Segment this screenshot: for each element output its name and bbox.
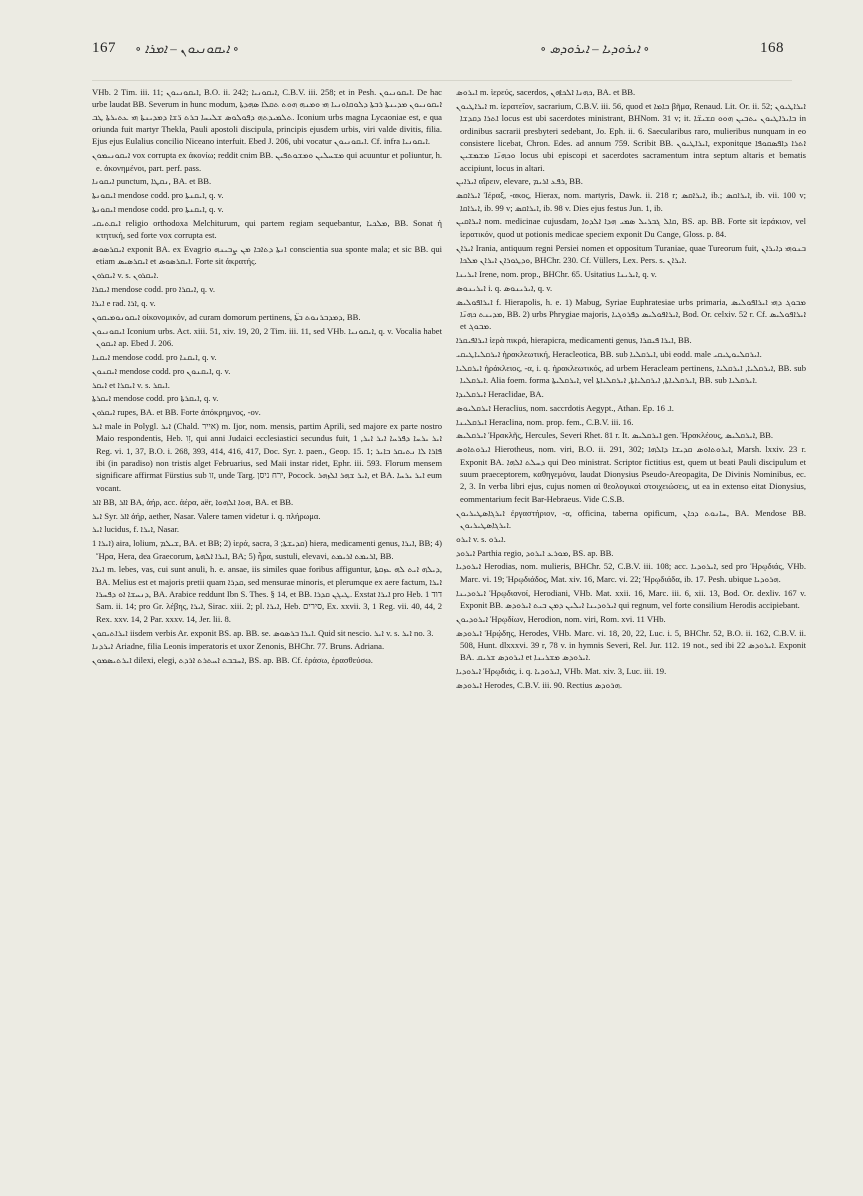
left-column: [92, 86, 442, 1176]
dictionary-entry: VHb. 2 Tim. iii. 11; ܐܝܩܘܢܝܘܢ, B.O. ii. 242; ܐܝܩܘܢܝܐ, C.B.V. iii. 258; et in Pesh. ܐܝܩܘܢܝܘܢ. De hac urbe laudat BB. Severum in hunc modum, ܐܝܩܘܢܝܘܢ ܡܕܝܢܬܐ ܪܒܬܐ ܕܠܘܩܐܘܢܝܐ ܗܝ ܘܡܢܗ ܗܘܬ ܬܩܠܐ ܣܗܕܬܐ ܬܠܡܝܕܬܗ ܕܦܘܠܘܣ ܫܠܝܚܐ ܒܪܬ ܪ̈ܫܐ ܕܡܕܝܢܬܐ ܗܝ ܥܬܝܪܬܐ ܛܒ. Iconium urbs magna Lycaoniae est, e qua oriunda fuit martyr Thekla, Pauli apostoli discipula, principis ejusdem urbis, viri valde divitis, filia. Ejus ejus Eulalius concilio Niceano interfuit. Ebed J. 206, ubi vocatur ܐܝܩܘܢܝܘܢ. Cf. infra ܐܝܩܘܢܝܐ.: [92, 87, 442, 147]
right-running-head: ∘ ܐܝܪܘܕܝܐ – ܐܝܪܘܕܣ ∘: [540, 41, 650, 56]
dictionary-entry: ܐܝܪܐܩܣ Ἱέραξ, -ακος, Hierax, nom. martyris, Dawk. ii. 218 r; ܐܝܪܐܩܣ, ib.; ܐܝܪܐܩܣ, ib. vii. 100 v; ܐܝܪܐܩܐ, ib. 99 v; ܐܝܪܐܩܣ, ib. 98 v. Dies ejus festus Jun. 1, ib.: [456, 190, 806, 213]
dictionary-entry: ܐܝܩܘܢܘܡܝܩܘܢ οἰκονομικόν, ad curam domorum pertinens, ܕܡܕܒܪܢܘܬ ܒܬ̈ܐ, BB.: [92, 311, 361, 322]
header-rule: [92, 80, 792, 81]
dictionary-entry: ܐܝܪܐ e rad. ܐܪܐ, q. v.: [92, 298, 156, 308]
dictionary-entry: ܐܝܪܩܠܝܕܐ Heraclidae, BA.: [456, 388, 544, 399]
dictionary-entry: ܐܝܩܬܝܩܝ religio orthodoxa Melchiturum, qui partem regiam sequebantur, ܡܠܟܝܐ, BB. Sonat ἡ κτητική, sed forte vox corrupta est.: [92, 217, 442, 241]
dictionary-entry: ܐܝܩܢܘܢ mendose codd. pro ܐܝܩܢܘܢ, q. v.: [92, 365, 231, 376]
dictionary-entry: ܐܐܪ BB, ܐܐܪ BA, ἀήρ, acc. ἀέρα, aër, ܗܘܐ ܐܠܗܘܐ, BA. et BB.: [92, 496, 294, 507]
dictionary-entry: ܐܝܩܪܐ mendose codd. pro ܐܝܩܪܐ, q. v.: [92, 284, 216, 295]
dictionary-entry: ܐܝܪܝܢܐ Irene, nom. prop., BHChr. 65. Usitatius ܐܝܪܝܢܐ, q. v.: [456, 268, 657, 279]
dictionary-entry: ܐܝܪܐܝܢ αἴρειν, elevare, ܪܦܥ ܐܪܝܡ, BB.: [456, 176, 583, 187]
dictionary-entry: ܐܝܩܘܢܬܐ mendose codd. pro ܐܝܩܢܬܐ, q. v.: [92, 204, 224, 215]
dictionary-entry: ܐܝܩܘܢܝܘܢ Iconium urbs. Act. xiii. 51, xiv. 19, 20, 2 Tim. iii. 11, sed VHb. ܐܝܩܘܢܝܐ, q. v. Vocalia habet ܐܝܩܘܢ ap. Ebed J. 206.: [92, 325, 442, 349]
dictionary-entry: ܐܝܪܘܕܝܘܢ Ἡρῳδίων, Herodion, nom. viri, Rom. xvi. 11 VHb.: [456, 613, 666, 624]
dictionary-entry: ܐܝܩܪܘܢ rupes, BA. et BB. Forte ἀπόκρημνος, -ον.: [92, 407, 261, 418]
dictionary-entry: ܐܝܪܕܢܐ Ariadne, filia Leonis imperatoris et uxor Zenonis, BHChr. 77. Bruns. Adriana.: [92, 641, 385, 652]
left-page-number: 167: [92, 40, 116, 56]
dictionary-entry: ܐܝܪܘܣ m. ἱερεύς, sacerdos, ܟܗܢܐ ܐܠܟܐܗܢ, BA. et BB.: [456, 87, 636, 97]
dictionary-entry: ܐܝܪܘܕ Parthia regio, ܡܘܪܥ ܐܝܪܘܕ, BS. ap. BB.: [456, 547, 614, 558]
dictionary-entry: ܐܝܩܘܢܝܡܘܢ vox corrupta ex ἀκονίω; reddit cnim BB. ܡܫܚܠܝܢ ܘܡܫܘܬܦܝܢ qui acuuntur et poliuntur, h. e. ἀκονημένοι, part. perf. pass.: [92, 150, 442, 173]
dictionary-entry: ܐܝܪܩܠܝܐܛܝܩܝ ἡρακλεωτική, Heracleotica, BB. sub ܐܝܪܩܠܝܐ, ubi eodd. male ܐܝܪܩܠܝܘܛܝܩܝ.: [456, 348, 762, 359]
dictionary-entry: ܐܝܪܘ v. s. ܐܝܪܘ.: [456, 533, 506, 544]
dictionary-entry: ܐܝܪܐܛܝܘܢ m. ἱερατεῖον, sacrarium, C.B.V. iii. 56, quod et ܒܐܡܐ βῆμα, Renaud. Lit. Or. ii. 52; ܐܝܪܐܛܝܘܢ ܐܬܪܐ ܕܩܕܫܐ locus est ubi sacerdotes ministrant, BHNom. 31 v; it. ܒܐܝܪܐܛܝܘܢ ܝܬܒܝܢ ܗܘܘ ܩܫܝܫ̈ܐ in ordinibus sacrarii presbyteri sedebant, Jo. Eph. ii. 6. Saecularibus raro, mulieribus nunquam in eo consistere licebat, Chron. Edes. ad annum 759. Scribit BB. ܐܝܪܐܛܝܘܢ, exponitque ܐܬܪܐ ܕܐܦܣܩܘܦܐ ܘܟܗܢ̈ܐ ܡܫܡܫܝܢ locus ubi episcopi et sacerdotes sacramentum intra septum altaris et bematis accipiunt, locus in altari.: [456, 100, 806, 173]
dictionary-entry: ܐܝܪܬܝܣܡܘܢ dilexi, elegi, ܐܚܒܒܬ ܐܚܬܪܬ ܐܪܕܬ, BS. ap. BB. Cf. ἐράσω, ἐρασθεύσω.: [92, 655, 373, 666]
dictionary-entry: ܐܝܪܩܠܝܘܣ Heraclius, nom. saccrdotis Aegypt., Athan. Ep. ܐ. 16.: [456, 402, 674, 413]
dictionary-entry: ܐܝܪܘܕܣ Ἡρῴδης, Herodes, VHb. Marc. vi. 18, 20, 22, Luc. i. 5, BHChr. 52, B.O. ii. 162, C.B.V. ii. 508, Hunt. dlxxxvi. 39 r, 78 v. in hymnis Severi, Rel. Jur. 112. 19 not., sed ibi 22 ܐܝܪܘܕܣ. Exponit BA. ܐܝܪܘܕܣ ܫܪܝܩ et ܐܝܪܘܕܣ ܡܫܪܝܢܐ.: [456, 627, 806, 663]
dictionary-entry: ܐܝܪܐ 1) aira, lolium, ܫܝܠܡ, BA. et BB; 2) ἱερά, sacra, ܩܕܝܫܬܐ; 3) hiera, medicamenti genus, ܐܝܪܐ, BB; 4) Ἥρα, Hera, dea Graecorum, ܐܝܪܐ ܐܠܗܬܐ, BA; 5) ἦρα, sustuli, elevavi, ܐܪܝܡܬ ܐܪܝܡܬ, BB.: [92, 538, 442, 561]
left-running-head: ∘ ܐܝܩܘܢܝܘܢ – ܐܡܪܐ ∘: [135, 41, 239, 56]
dictionary-entry: ܐܝܪܐ m. lebes, vas, cui sunt anuli, h. e. ansae, iis similes quae foribus affiguntur, ܕܝܠܗ ܐܝܬ ܠܗ ܥܙܩܬܐ, BA. Melius est et majoris pretii quam ܩܕܪܐ, sed mensurae minoris, et plerumque ex aere factum, ܐܝܪܐ ܕܢܚܫܐ ܐܘ ܕܦܚܪܐ, BA. Arabice reddunt Ibn S. Thes. § 14, et BB. ܛܝܓܢ ܩܕܪܐ. Exstat ܐܝܪܐ pro Heb. דוד 1 Sam. ii. 14; pro Gr. λέβης, ܐܝܪܐ, Sirac. xiii. 2; pl. ܐܝܪܐ, Heb. סירים, Ex. xxvii. 3, 1 Reg. vii. 40, 44, 2 Rex. xxv. 14, 2 Par. xxxv. 14, Jer. lii. 8.: [92, 564, 442, 624]
dictionary-entry: ܐܝܪܐܦܝܩܪܐ ἱερὰ πικρά, hierapicra, medicamenti genus, ܐܝܪܐ ܦܝܩܪܐ, BB.: [456, 335, 692, 346]
dictionary-entry: ܐܝܪ male in Polygl. ܐܝܪ (Chald. אייר) m. Ijor, nom. mensis, partim Aprili, sed majore ex parte nostro Maio respondentis, Heb. זִו, qui anni Judaici ecclesiastici secundus fuit, ܐܝܪ ܝܪܚܐ ܕܦܪܚܐ ܐܝܪ ܐܝܪ, 1 Reg. vi. 1, 37, B.O. i. 268, 393, 414, 416, 417, Doc. Syr. ܐ. paen., Geop. 15. 1; ܦܐܪܐ ܠܐ ܢܬܝܩܪ ܒܐܝܪ ibi (in paradiso) non tristis alget Februarius, sed Maii instar ridet, Ephr. iii. 593. Florum mensem significare affirmat Fürstius sub זו, unde Targ. ירח ניסן, Pocock. ܐܝܪ ܫܗܪ ܐܠܙܗܪ, et BA. ܐܝܪ ܝܪܚܐ eum vocant.: [92, 421, 442, 493]
dictionary-entry: ܐܝܩܪܣܘܣ exponit BA. ex Evagrio ܐܢܬܐ ܕܬܐܒܐ ܡܢ ܨܒܝܢܗ conscientia sua sponte mala; et sic BB. qui etiam ܐܝܩܪܣܝܣ et ܐܝܩܪܣܘܣ. Forte sit ἀκρατής.: [92, 244, 442, 267]
dictionary-entry: ܐܝܪܘܕܣ Herodes, C.B.V. iii. 90. Rectius ܗܪܘܕܣ.: [456, 679, 623, 690]
right-page-number: 168: [760, 40, 784, 56]
dictionary-entry: ܐܝܪܐܢ Irania, antiquum regni Persiei nomen et oppositum Turaniae, quae Tureorum fuit, ܒܢܘܗܝ ܕܐܝܪܐܢ ܘܕܛܘܪܐܢ ܐܝܪܐܢ ܡܠܟܐ, BHChr. 230. Cf. Vüllers, Lex. Pers. s. ܐܝܪܐܢ.: [456, 242, 806, 265]
dictionary-entry: ܐܝܪܝܢܘܣ i. q. ܐܝܪܝܢܘܣ, q. v.: [456, 282, 553, 293]
dictionary-entry: ܐܝܩܪܬܐ mendose codd. pro ܐܝܩܪܬܐ, q. v.: [92, 393, 219, 404]
dictionary-entry: ܐܝܪܐܬܝܩܘܢ iisdem verbis Ar. exponit BS. ap. BB. se. ܐܝܪܐ ܒܪܣܘܣ. Quid sit nescio. ܐܝܪ v. s. ܐܝܪ no. 3.: [92, 627, 434, 638]
dictionary-entry: ܐܝܪ Syr. ܐܐܪ ἀήρ, aether, Nasar. Valere tamen videtur i. q. πλήρωμα.: [92, 510, 321, 521]
dictionary-entry: ܐܝܩܘܢܐ punctum, ܢܩܛܐ, BA. et BB.: [92, 176, 212, 187]
dictionary-entry: ܐܝܩܪܘܢ v. s. ܐܝܩܪܘܢ.: [92, 270, 159, 281]
dictionary-entry: ܐܝܪܩܠܝܢܐ Heraclina, nom. prop. fem., C.B.V. iii. 16.: [456, 416, 634, 427]
dictionary-entry: ܐܝܩܢܐ mendose codd. pro ܐܝܩܢܐ, q. v.: [92, 351, 217, 362]
dictionary-entry: ܐܝܪܩܠܝܣ Ἡρακλῆς, Hercules, Severi Rhet. 81 r. It. ܐܝܪܩܠܝܣ gen. Ἡρακλέους, ܐܝܪܩܠܝܣ, BB.: [456, 430, 774, 441]
dictionary-entry: ܐܝܪܘܕܝܢܐ Ἡρῳδιανοί, Herodiani, VHb. Mat. xxii. 16, Marc. iii. 6, xii. 13, Bod. Or. dexliv. 167 v. Exponit BB. ܐܝܪܘܕܝܢܐ ܐܝܠܝܢ ܕܡܢ ܒܝܬ ܐܝܪܘܕܣ qui regnum, vel forte consilium Herodis accipiebant.: [456, 587, 806, 610]
dictionary-entry: ܐܝܪܐܦܘܠܝܣ f. Hierapolis, h. e. 1) Mabug, Syriae Euphratesiae urbs primaria, ܡܒܘܓ ܕܗܝ ܐܝܪܐܦܘܠܝܣ ܡܕܝܢܬ ܟܗܢ̈ܐ, BB. 2) urbs Phrygiae majoris, ܐܝܪܐܦܘܠܝܣ ܕܦܪܘܓܝܐ, Bod. Or. celxiv. 52 r. Cf. ܐܝܪܐܦܘܠܝܣ et ܡܒܘܓ.: [456, 296, 806, 332]
dictionary-entry: ܐܝܪܐܩܝܢ nom. medicinae cujusdam, ܩܐܠ ܓܒܪܝܠ ܣܡܝ ܗܕܐ ܐܠܕܘܐ, BS. ap. BB. Forte sit ἱεράκιον, vel ἱερατικόν, quod ut potionis medicae speciem exponit Du Cange, Gloss. p. 84.: [456, 216, 806, 239]
dictionary-entry: ܐܝܪܘܕܝܐ Ἡρῳδιάς, i. q. ܐܝܪܘܕܝܐ, VHb. Mat. xiv. 3, Luc. iii. 19.: [456, 666, 667, 677]
dictionary-entry: ܐܝܪܓܐܣܛܝܪܝܘܢ ἐργαστήριον, -α, officina, taberna opificum, ܚܐܢܘܬ ܕܟܐܢ, BA. Mendose BB. ܐܝܪܓܐܣܛܝܪܝܘܢ.: [456, 507, 806, 530]
dictionary-entry: ܐܝܩܪ et ܐܝܩܪܐ v. s. ܐܝܩܪ.: [92, 379, 170, 390]
dictionary-entry: ܐܝܪ lucidus, f. ܐܝܪܐ, Nasar.: [92, 524, 180, 535]
dictionary-entry: ܐܝܪܘܕܝܐ Herodias, nom. mulieris, BHChr. 52, C.B.V. iii. 108; acc. ܐܝܪܘܕܝܐ, sed pro Ἡρῳδιάς, VHb. Marc. vi. 19; Ἡρῳδιάδος, Mat. xiv. 16, Marc. vi. 22; Ἡρῳδιάδα, ib. 17. Pesh. ubique ܗܪܘܕܝܐ.: [456, 561, 806, 584]
right-column: [456, 86, 806, 1176]
page-header: [0, 0, 863, 80]
dictionary-entry: ܐܝܪܘܬܐܘܣ Hierotheus, nom. viri, B.O. ii. 291, 302; ܐܝܪܘܬܐܘܣ ܩܕܝܫܐ ܕܐܠܗܐ, Marsh. lxxiv. 23 r. Exponit BA. ܕܚܠܬ ܐܠܗܐ qui Deo ministrat. Scriptor fictitius est, quem ut beati Pauli discipulum et suum praeceptorem, καθηγεμόνα, laudat Dionysius Pseudo-Areopagita, De Divinis Nominibus, ec. 2, 3. In verba libri ejus, cujus nomen αἱ θεολογικαὶ στοιχειώσεις, ut ea in extenso eitat Dionysius, eommentarium fecit Bar-Hebraeus. Vide C.S.B.: [456, 444, 806, 504]
dictionary-entry: ܐܝܪܩܠܝܐ ἡράκλειος, -α, i. q. ἡρακλεωτικός, ad urbem Heracleam pertinens, ܐܝܪܩܠܝܐ, ܐܝܪܩܠܝܐ, BB. sub ܐܝܪܩܠܝܐ. Alia foem. forma ܐܝܪܩܠܝܬܐ, vel ܐܝܪܩܠܝܐܬܐ, ܐܝܪܩܠܝܐܬܐ, ܐܝܪܩܠܝܐܬܐ, BB. sub ܐܝܪܩܠܝܐ.: [456, 362, 806, 386]
dictionary-entry: ܐܝܩܘܢܬܐ mendose codd. pro ܐܝܩܢܬܐ, q. v.: [92, 190, 224, 201]
